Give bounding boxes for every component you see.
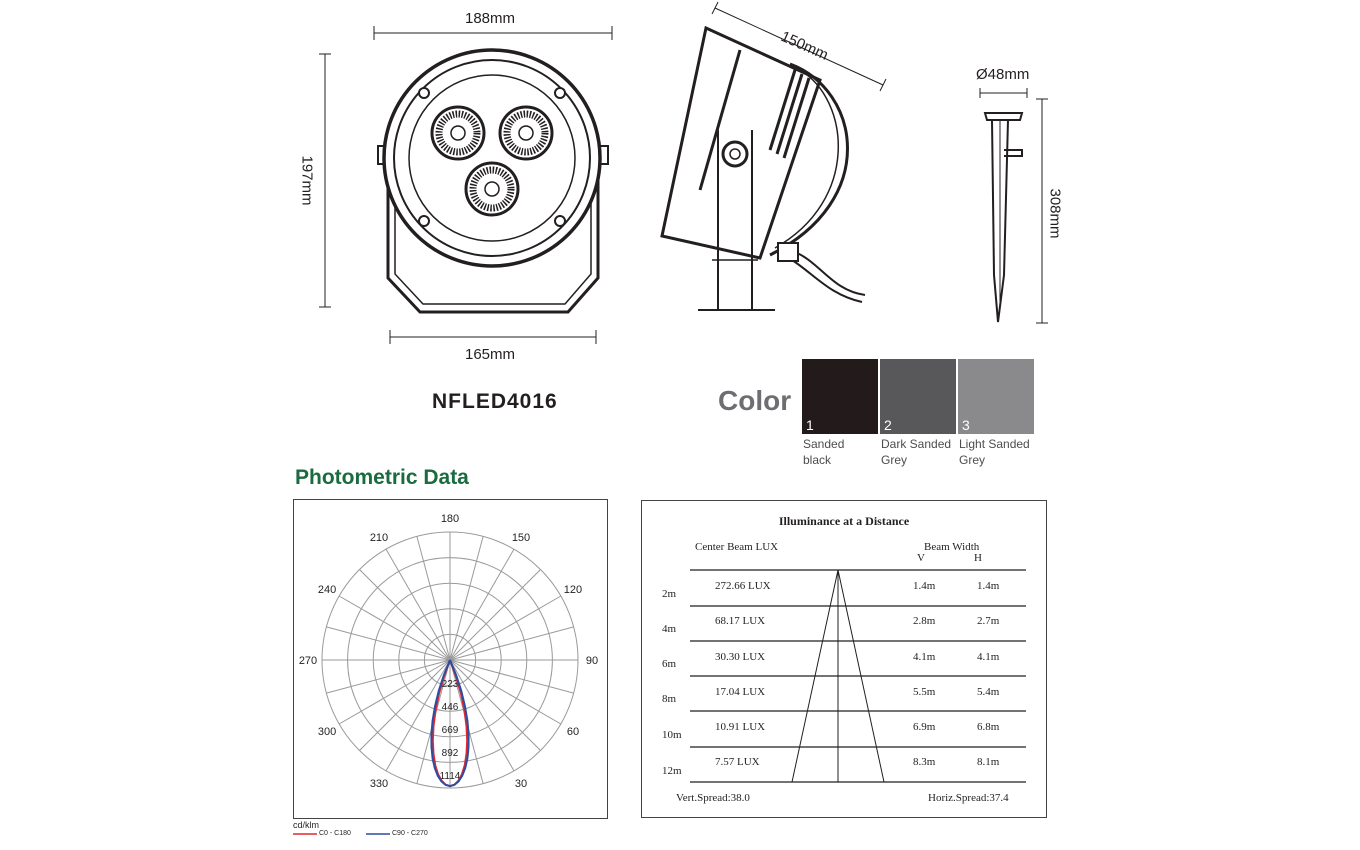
front-view-drawing: [300, 0, 640, 370]
polar-angle-label: 330: [369, 777, 389, 790]
polar-angle-label: 120: [563, 584, 583, 596]
polar-radial-label: 892: [441, 748, 459, 760]
row-h: 1.4m: [977, 580, 1000, 592]
legend-swatch-c0: [293, 831, 317, 837]
col-h: H: [974, 552, 982, 564]
row-lux: 272.66 LUX: [715, 580, 771, 592]
row-distance: 2m: [662, 588, 677, 600]
polar-spoke: [339, 596, 450, 660]
swatch-number: 1: [806, 417, 814, 433]
row-h: 5.4m: [977, 686, 1000, 698]
polar-radial-label: 1114: [439, 771, 461, 783]
row-v: 8.3m: [913, 756, 936, 768]
row-h: 4.1m: [977, 651, 1000, 663]
polar-spoke: [417, 536, 450, 660]
row-h: 6.8m: [977, 721, 1000, 733]
polar-spoke: [450, 660, 514, 771]
color-label-line: Dark Sanded: [881, 437, 952, 451]
row-distance: 10m: [662, 729, 682, 741]
dim-stake-diameter: Ø48mm: [976, 66, 1030, 83]
polar-spoke: [450, 660, 574, 693]
dim-side-depth: 150mm: [778, 28, 831, 64]
polar-spoke: [450, 549, 514, 660]
polar-angle-label: 300: [317, 726, 337, 738]
vert-spread: Vert.Spread:38.0: [676, 792, 750, 804]
polar-angle-label: 90: [585, 655, 599, 667]
dim-front-width-bottom: 165mm: [465, 346, 516, 363]
polar-unit: cd/klm: [293, 820, 320, 830]
color-label-2: [881, 436, 951, 468]
color-label-line: Grey: [881, 453, 908, 467]
col-center-beam-lux: Center Beam LUX: [695, 541, 779, 553]
polar-spoke: [386, 549, 450, 660]
illuminance-title: Illuminance at a Distance: [778, 514, 910, 528]
legend-swatch-c90: [366, 831, 390, 837]
legend-label-c0: C0 - C180: [319, 830, 351, 837]
row-lux: 30.30 LUX: [715, 651, 766, 663]
row-distance: 4m: [662, 623, 677, 635]
polar-radial-label: 446: [441, 702, 459, 714]
row-lux: 68.17 LUX: [715, 615, 766, 627]
polar-radial-label: 669: [441, 725, 459, 737]
row-v: 5.5m: [913, 686, 936, 698]
dim-front-height: 197mm: [298, 155, 316, 206]
row-lux: 17.04 LUX: [715, 686, 766, 698]
polar-spoke: [359, 569, 450, 660]
dim-front-width-top: 188mm: [465, 10, 516, 27]
swatch-number: 2: [884, 417, 892, 433]
color-label-line: Grey: [959, 453, 986, 467]
col-beam-width: Beam Width: [924, 541, 980, 553]
photometric-title: Photometric Data: [295, 466, 469, 489]
polar-spoke: [450, 569, 541, 660]
color-swatch-3: [958, 359, 1034, 434]
polar-spoke: [386, 660, 450, 771]
polar-spoke: [326, 660, 450, 693]
polar-angle-label: 210: [369, 532, 389, 545]
row-lux: 7.57 LUX: [715, 756, 760, 768]
row-h: 2.7m: [977, 615, 1000, 627]
row-distance: 8m: [662, 693, 677, 705]
color-swatch-1: [802, 359, 878, 434]
row-v: 2.8m: [913, 615, 936, 627]
horiz-spread: Horiz.Spread:37.4: [928, 792, 1009, 804]
legend-label-c90: C90 - C270: [392, 830, 428, 837]
swatch-number: 3: [962, 417, 970, 433]
col-v: V: [917, 552, 925, 564]
polar-angle-label: 150: [511, 532, 531, 545]
color-swatch-2: [880, 359, 956, 434]
polar-angle-label: 180: [440, 513, 460, 525]
row-v: 1.4m: [913, 580, 936, 592]
polar-spoke: [450, 627, 574, 660]
polar-spoke: [326, 627, 450, 660]
polar-angle-label: 270: [298, 655, 318, 667]
side-view-drawing: [650, 0, 900, 330]
model-number: NFLED4016: [432, 390, 558, 413]
row-distance: 6m: [662, 658, 677, 670]
row-h: 8.1m: [977, 756, 1000, 768]
color-label-1: [803, 436, 844, 468]
dim-stake-length: 308mm: [1046, 188, 1064, 239]
polar-spoke: [450, 596, 561, 660]
polar-angle-label: 60: [566, 726, 580, 738]
polar-spoke: [450, 536, 483, 660]
row-v: 6.9m: [913, 721, 936, 733]
polar-radial-label: 223: [441, 679, 459, 691]
color-label-3: [959, 436, 1030, 468]
row-v: 4.1m: [913, 651, 936, 663]
color-label-line: Sanded: [803, 437, 845, 451]
polar-angle-label: 30: [514, 777, 528, 790]
polar-chart: [293, 499, 608, 819]
polar-angle-label: 240: [317, 584, 337, 596]
color-label-line: Light Sanded: [959, 437, 1030, 451]
ground-stake-drawing: [970, 85, 1050, 330]
row-lux: 10.91 LUX: [715, 721, 766, 733]
row-distance: 12m: [662, 765, 682, 777]
color-label-line: black: [803, 453, 832, 467]
color-title: Color: [718, 385, 792, 416]
